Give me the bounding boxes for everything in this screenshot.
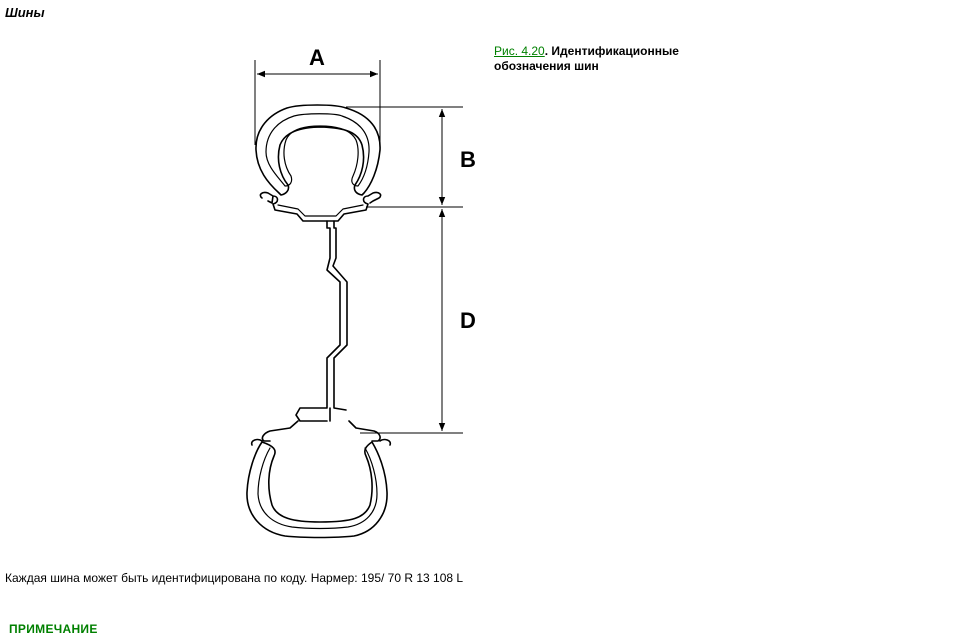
bottom-tire-outline xyxy=(247,442,387,538)
dimension-d-label: D xyxy=(460,308,476,333)
dimension-b-label: B xyxy=(460,147,476,172)
tire-diagram xyxy=(240,35,480,545)
tire-code-paragraph: Каждая шина может быть идентифицирована по коду. Нармер: 195/ 70 R 13 108 L xyxy=(5,571,464,585)
figure-caption-text: . Идентификационные обозначения шин xyxy=(494,44,679,73)
page-title: Шины xyxy=(5,5,45,20)
dimension-a-label: A xyxy=(309,45,325,70)
wheel-disc xyxy=(296,221,347,421)
note-heading: ПРИМЕЧАНИЕ xyxy=(9,622,98,636)
figure-link[interactable]: Рис. 4.20 xyxy=(494,44,545,58)
top-rim-inner xyxy=(278,205,363,216)
top-rim xyxy=(260,192,380,221)
figure-caption xyxy=(494,44,724,74)
tire-cross-section-drawing xyxy=(240,35,480,545)
